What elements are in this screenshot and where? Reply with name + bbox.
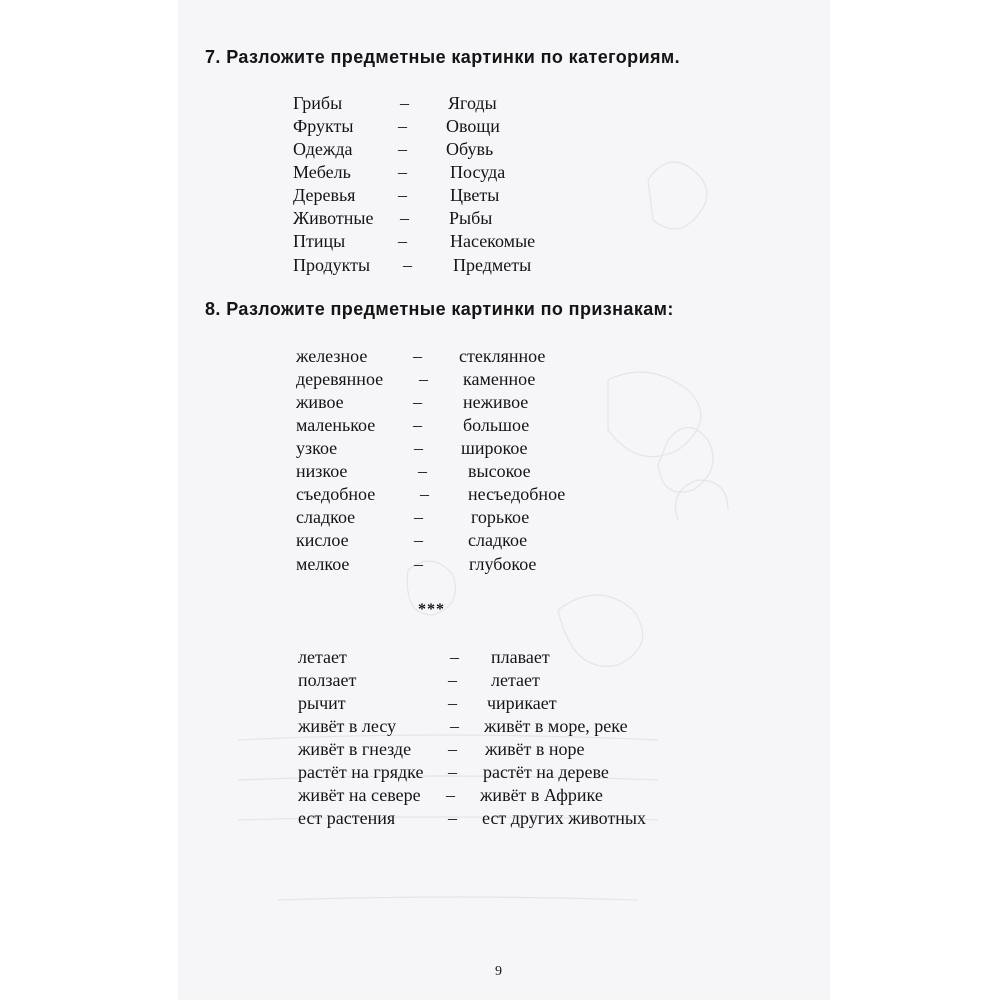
pair-right: большое [463, 415, 530, 435]
pair-dash: – [414, 438, 423, 458]
pair-dash: – [448, 808, 457, 828]
pair-dash: – [400, 208, 409, 228]
pair-left: деревянное [296, 369, 384, 389]
pair-right: высокое [468, 461, 531, 481]
pair-right: Цветы [450, 185, 500, 205]
pair-left: ползает [298, 670, 357, 690]
pair-right: чирикает [487, 693, 557, 713]
pair-dash: – [448, 693, 457, 713]
pair-dash: – [420, 484, 429, 504]
pair-left: Птицы [293, 231, 346, 251]
pair-right: растёт на дереве [483, 762, 609, 782]
pair-right: неживое [463, 392, 529, 412]
pair-left: Животные [293, 208, 374, 228]
pair-dash: – [398, 162, 407, 182]
pair-left: Фрукты [293, 116, 354, 136]
pair-dash: – [414, 530, 423, 550]
pair-left: живёт в лесу [298, 716, 397, 736]
pair-right: Овощи [446, 116, 500, 136]
pair-left: кислое [296, 530, 349, 550]
pair-right: Рыбы [449, 208, 493, 228]
pair-right: широкое [461, 438, 528, 458]
pair-right: летает [491, 670, 540, 690]
pair-left: ест растения [298, 808, 396, 828]
pair-left: летает [298, 647, 347, 667]
pair-dash: – [450, 647, 459, 667]
pair-right: горькое [471, 507, 530, 527]
pair-dash: – [398, 231, 407, 251]
pair-left: съедобное [296, 484, 376, 504]
section-separator: *** [418, 601, 445, 618]
pair-dash: – [414, 554, 423, 574]
pair-dash: – [413, 346, 422, 366]
pair-left: Деревья [293, 185, 356, 205]
pair-left: живое [296, 392, 344, 412]
task-8-heading: 8. Разложите предметные картинки по признакам: [205, 299, 674, 319]
pair-right: сладкое [468, 530, 528, 550]
pair-right: Предметы [453, 255, 532, 275]
pair-dash: – [446, 785, 455, 805]
pair-right: каменное [463, 369, 536, 389]
page-number: 9 [495, 964, 502, 979]
pair-dash: – [398, 116, 407, 136]
pair-left: маленькое [296, 415, 376, 435]
pair-dash: – [450, 716, 459, 736]
pair-right: Насекомые [450, 231, 536, 251]
pair-left: растёт на грядке [298, 762, 424, 782]
pair-dash: – [398, 139, 407, 159]
pair-dash: – [413, 392, 422, 412]
pair-dash: – [419, 369, 428, 389]
pair-left: Мебель [293, 162, 351, 182]
pair-dash: – [418, 461, 427, 481]
pair-dash: – [400, 93, 409, 113]
pair-left: низкое [296, 461, 348, 481]
pair-left: мелкое [296, 554, 350, 574]
pair-right: плавает [491, 647, 550, 667]
pair-dash: – [403, 255, 412, 275]
pair-left: Одежда [293, 139, 353, 159]
pair-left: живёт в гнезде [298, 739, 412, 759]
pair-right: живёт в море, реке [484, 716, 628, 736]
pair-right: стеклянное [459, 346, 546, 366]
pair-dash: – [448, 670, 457, 690]
pair-dash: – [414, 507, 423, 527]
pair-left: Продукты [293, 255, 371, 275]
pair-left: рычит [298, 693, 346, 713]
pair-right: Ягоды [448, 93, 497, 113]
pair-right: несъедобное [468, 484, 566, 504]
pair-right: Посуда [450, 162, 506, 182]
pair-dash: – [398, 185, 407, 205]
pair-dash: – [448, 762, 457, 782]
pair-dash: – [413, 415, 422, 435]
pair-right: глубокое [469, 554, 537, 574]
pair-right: ест других животных [482, 808, 647, 828]
pair-left: железное [296, 346, 368, 366]
task-7-heading: 7. Разложите предметные картинки по категориям. [205, 47, 681, 67]
pair-dash: – [448, 739, 457, 759]
pair-right: Обувь [446, 139, 494, 159]
book-page [178, 0, 830, 1000]
pair-left: узкое [296, 438, 338, 458]
pair-left: Грибы [293, 93, 343, 113]
pair-left: сладкое [296, 507, 356, 527]
pair-right: живёт в Африке [480, 785, 603, 805]
pair-left: живёт на севере [298, 785, 421, 805]
pair-right: живёт в норе [485, 739, 585, 759]
